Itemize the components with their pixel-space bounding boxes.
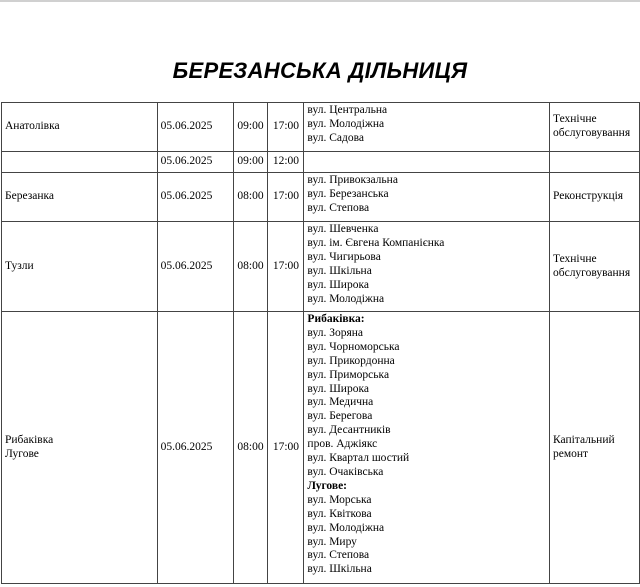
street-item: вул. Березанська: [307, 187, 389, 200]
work-type-cell: [549, 222, 639, 312]
street-item: вул. Прикордонна: [307, 354, 395, 367]
street-item: вул. Квартал шостий: [307, 452, 410, 465]
street-item: вул. Степова: [307, 201, 370, 214]
table-row: [2, 103, 640, 152]
streets-cell: [304, 173, 550, 222]
work-type-cell: [549, 173, 639, 222]
street-item: вул. Центральна: [307, 104, 388, 116]
street-item: вул. Шкільна: [307, 264, 372, 277]
table-row: [2, 312, 640, 584]
streets-cell: [304, 152, 550, 173]
streets-cell: [304, 103, 550, 152]
date-cell: 05.06.2025: [157, 152, 233, 173]
work-type-cell: [549, 312, 639, 584]
end-time-cell: 12:00: [268, 152, 304, 173]
work-type-line: обслуговування: [552, 127, 631, 139]
street-item: вул. Садова: [307, 131, 364, 144]
work-type-cell: [549, 152, 639, 173]
street-item: вул. Привокзальна: [307, 174, 398, 186]
start-time-cell: 08:00: [233, 173, 268, 222]
work-type-line: Реконструкція: [552, 190, 624, 203]
settlement-line: Рибаківка: [5, 433, 54, 446]
end-time-cell: 17:00: [268, 103, 304, 152]
street-item: вул. Чорноморська: [307, 340, 400, 353]
street-item: вул. Шкільна: [307, 563, 372, 576]
settlement-line: Анатолівка: [5, 120, 60, 133]
settlement-cell: [2, 312, 158, 584]
work-type-line: Технічне: [552, 252, 597, 265]
street-item: вул. Медична: [307, 396, 374, 409]
work-type-line: Капітальний: [552, 433, 615, 446]
work-type-line: ремонт: [552, 447, 589, 460]
start-time-cell: 08:00: [233, 312, 268, 584]
street-item: вул. Молодіжна: [307, 117, 385, 130]
top-divider: [0, 0, 640, 2]
start-time-cell: 09:00: [233, 152, 268, 173]
table-row: [2, 222, 640, 312]
page-title: БЕРЕЗАНСЬКА ДІЛЬНИЦЯ: [172, 58, 468, 83]
street-item: вул. Чигирьова: [307, 250, 381, 263]
street-item: пров. Аджіякс: [307, 438, 378, 451]
street-item: вул. Широка: [307, 278, 369, 291]
date-cell: 05.06.2025: [157, 173, 233, 222]
settlement-cell: [2, 152, 158, 173]
street-item: вул. Степова: [307, 549, 370, 562]
start-time-cell: 09:00: [233, 103, 268, 152]
streets-cell: [304, 312, 550, 584]
settlement-line: Тузли: [5, 259, 34, 272]
street-item: вул. Зоряна: [307, 326, 364, 339]
village-subheading: Лугове:: [307, 479, 347, 492]
street-item: вул. Молодіжна: [307, 521, 385, 534]
table-row: [2, 152, 640, 173]
settlement-cell: [2, 103, 158, 152]
work-type-line: обслуговування: [552, 266, 631, 279]
street-item: вул. Молодіжна: [307, 292, 385, 305]
street-item: вул. Шевченка: [307, 223, 379, 235]
end-time-cell: 17:00: [268, 173, 304, 222]
street-item: вул. Морська: [307, 493, 372, 506]
start-time-cell: 08:00: [233, 222, 268, 312]
date-cell: 05.06.2025: [157, 222, 233, 312]
street-item: вул. Десантників: [307, 424, 391, 437]
settlement-line: Березанка: [5, 190, 55, 203]
street-item: вул. ім. Євгена Компанієнка: [307, 236, 445, 249]
work-type-line: Технічне: [552, 113, 597, 126]
outage-schedule-table: [1, 102, 640, 584]
street-item: вул. Берегова: [307, 410, 373, 423]
date-cell: 05.06.2025: [157, 103, 233, 152]
village-subheading: Рибаківка:: [307, 313, 365, 325]
end-time-cell: 17:00: [268, 222, 304, 312]
settlement-cell: [2, 173, 158, 222]
streets-cell: [304, 222, 550, 312]
date-cell: 05.06.2025: [157, 312, 233, 584]
settlement-line: Лугове: [5, 447, 39, 460]
end-time-cell: 17:00: [268, 312, 304, 584]
street-item: вул. Широка: [307, 382, 369, 395]
street-item: вул. Миру: [307, 535, 357, 548]
street-item: вул. Квіткова: [307, 507, 372, 520]
table-row: [2, 173, 640, 222]
settlement-cell: [2, 222, 158, 312]
street-item: вул. Очаківська: [307, 465, 384, 478]
work-type-cell: [549, 103, 639, 152]
street-item: вул. Приморська: [307, 368, 390, 381]
